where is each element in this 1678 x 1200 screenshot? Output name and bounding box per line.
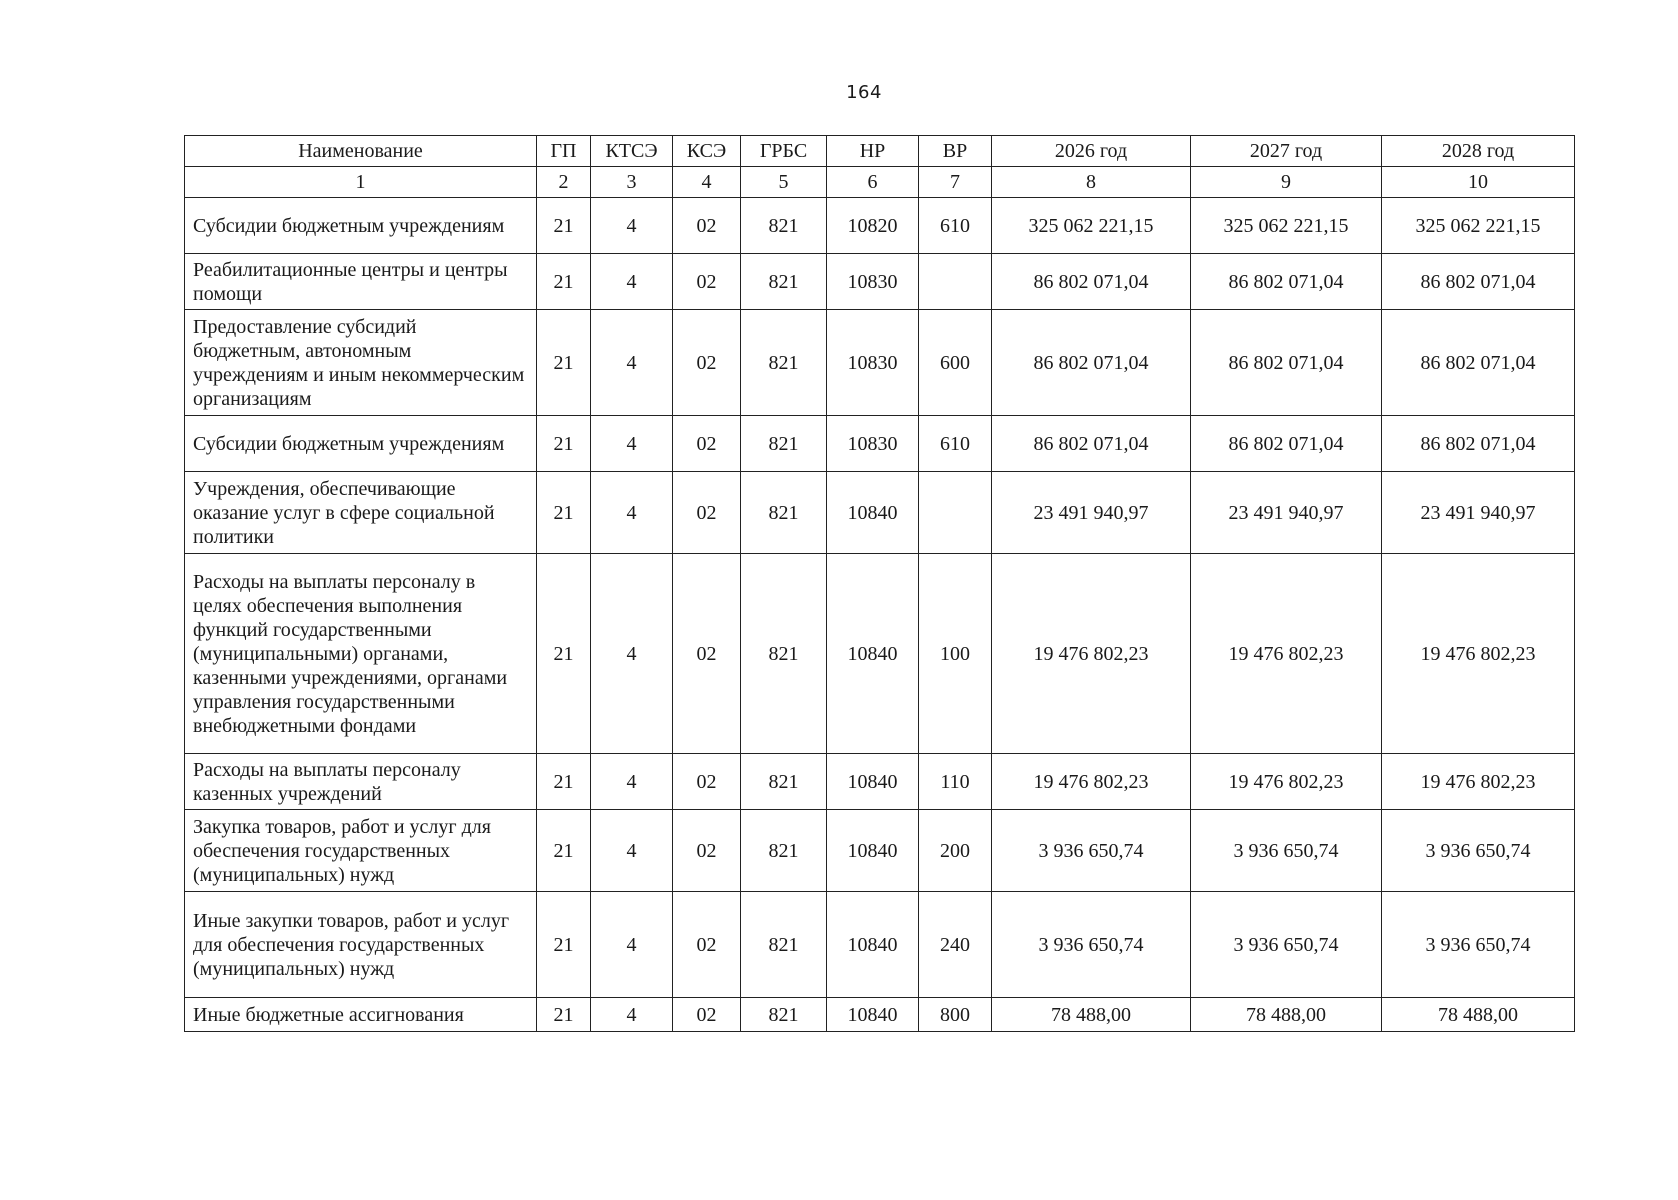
cell-2026: 19 476 802,23 [992, 754, 1191, 810]
cell-gp: 21 [537, 472, 591, 554]
budget-table [184, 135, 1575, 1032]
column-number: 7 [919, 167, 992, 198]
cell-vr: 240 [919, 892, 992, 998]
column-number: 2 [537, 167, 591, 198]
cell-2028: 23 491 940,97 [1382, 472, 1575, 554]
row-name: Субсидии бюджетным учреждениям [185, 416, 537, 472]
cell-vr: 600 [919, 310, 992, 416]
cell-gp: 21 [537, 554, 591, 754]
table-row [185, 416, 1575, 472]
cell-grbs: 821 [741, 554, 827, 754]
cell-gp: 21 [537, 254, 591, 310]
column-number: 3 [591, 167, 673, 198]
cell-ktse: 4 [591, 892, 673, 998]
cell-vr: 610 [919, 416, 992, 472]
cell-nr: 10830 [827, 254, 919, 310]
column-number: 4 [673, 167, 741, 198]
table-row [185, 254, 1575, 310]
table-row [185, 810, 1575, 892]
cell-kse: 02 [673, 998, 741, 1032]
cell-nr: 10840 [827, 998, 919, 1032]
header-grbs: ГРБС [741, 136, 827, 167]
column-number: 9 [1191, 167, 1382, 198]
cell-ktse: 4 [591, 754, 673, 810]
cell-2027: 23 491 940,97 [1191, 472, 1382, 554]
cell-2026: 86 802 071,04 [992, 416, 1191, 472]
cell-2028: 86 802 071,04 [1382, 416, 1575, 472]
cell-2027: 3 936 650,74 [1191, 892, 1382, 998]
cell-nr: 10840 [827, 810, 919, 892]
header-kse: КСЭ [673, 136, 741, 167]
cell-ktse: 4 [591, 998, 673, 1032]
table-header-row [185, 136, 1575, 167]
cell-ktse: 4 [591, 198, 673, 254]
cell-2027: 86 802 071,04 [1191, 310, 1382, 416]
table-row [185, 754, 1575, 810]
cell-gp: 21 [537, 810, 591, 892]
header-ktse: КТСЭ [591, 136, 673, 167]
cell-gp: 21 [537, 416, 591, 472]
page-number: 164 [846, 82, 882, 103]
cell-grbs: 821 [741, 254, 827, 310]
cell-nr: 10840 [827, 892, 919, 998]
cell-ktse: 4 [591, 472, 673, 554]
cell-gp: 21 [537, 892, 591, 998]
cell-grbs: 821 [741, 998, 827, 1032]
header-2026: 2026 год [992, 136, 1191, 167]
cell-nr: 10840 [827, 554, 919, 754]
cell-vr [919, 472, 992, 554]
cell-nr: 10830 [827, 310, 919, 416]
cell-kse: 02 [673, 198, 741, 254]
table-row [185, 310, 1575, 416]
cell-2027: 78 488,00 [1191, 998, 1382, 1032]
cell-kse: 02 [673, 472, 741, 554]
cell-gp: 21 [537, 754, 591, 810]
cell-ktse: 4 [591, 416, 673, 472]
table-row [185, 998, 1575, 1032]
row-name: Расходы на выплаты персоналу казенных учреждений [185, 754, 537, 810]
cell-ktse: 4 [591, 254, 673, 310]
row-name: Учреждения, обеспечивающие оказание услуг в сфере социальной политики [185, 472, 537, 554]
row-name: Реабилитационные центры и центры помощи [185, 254, 537, 310]
cell-nr: 10830 [827, 416, 919, 472]
cell-2027: 86 802 071,04 [1191, 416, 1382, 472]
cell-vr: 800 [919, 998, 992, 1032]
cell-2028: 19 476 802,23 [1382, 554, 1575, 754]
cell-2028: 86 802 071,04 [1382, 254, 1575, 310]
column-number: 5 [741, 167, 827, 198]
column-number: 8 [992, 167, 1191, 198]
cell-2028: 3 936 650,74 [1382, 810, 1575, 892]
cell-grbs: 821 [741, 198, 827, 254]
cell-kse: 02 [673, 892, 741, 998]
cell-2027: 325 062 221,15 [1191, 198, 1382, 254]
cell-nr: 10820 [827, 198, 919, 254]
table-row [185, 892, 1575, 998]
cell-grbs: 821 [741, 416, 827, 472]
cell-kse: 02 [673, 310, 741, 416]
cell-2028: 325 062 221,15 [1382, 198, 1575, 254]
cell-vr [919, 254, 992, 310]
column-number: 6 [827, 167, 919, 198]
cell-nr: 10840 [827, 472, 919, 554]
cell-2028: 86 802 071,04 [1382, 310, 1575, 416]
cell-ktse: 4 [591, 310, 673, 416]
cell-vr: 200 [919, 810, 992, 892]
cell-gp: 21 [537, 998, 591, 1032]
cell-2026: 19 476 802,23 [992, 554, 1191, 754]
cell-ktse: 4 [591, 810, 673, 892]
cell-2027: 3 936 650,74 [1191, 810, 1382, 892]
column-number: 10 [1382, 167, 1575, 198]
header-2027: 2027 год [1191, 136, 1382, 167]
row-name: Предоставление субсидий бюджетным, автономным учреждениям и иным некоммерческим организациям [185, 310, 537, 416]
cell-grbs: 821 [741, 892, 827, 998]
cell-grbs: 821 [741, 754, 827, 810]
table-row [185, 554, 1575, 754]
row-name: Субсидии бюджетным учреждениям [185, 198, 537, 254]
cell-grbs: 821 [741, 472, 827, 554]
cell-2026: 86 802 071,04 [992, 310, 1191, 416]
cell-gp: 21 [537, 198, 591, 254]
cell-ktse: 4 [591, 554, 673, 754]
header-vr: ВР [919, 136, 992, 167]
header-name: Наименование [185, 136, 537, 167]
table-row [185, 472, 1575, 554]
cell-gp: 21 [537, 310, 591, 416]
cell-kse: 02 [673, 810, 741, 892]
header-nr: НР [827, 136, 919, 167]
cell-2027: 86 802 071,04 [1191, 254, 1382, 310]
cell-vr: 610 [919, 198, 992, 254]
row-name: Иные бюджетные ассигнования [185, 998, 537, 1032]
cell-kse: 02 [673, 554, 741, 754]
cell-2026: 23 491 940,97 [992, 472, 1191, 554]
cell-2027: 19 476 802,23 [1191, 554, 1382, 754]
cell-2027: 19 476 802,23 [1191, 754, 1382, 810]
cell-grbs: 821 [741, 810, 827, 892]
table-row [185, 198, 1575, 254]
cell-2026: 86 802 071,04 [992, 254, 1191, 310]
cell-nr: 10840 [827, 754, 919, 810]
header-gp: ГП [537, 136, 591, 167]
cell-2026: 325 062 221,15 [992, 198, 1191, 254]
cell-kse: 02 [673, 754, 741, 810]
cell-kse: 02 [673, 416, 741, 472]
cell-vr: 100 [919, 554, 992, 754]
cell-2028: 19 476 802,23 [1382, 754, 1575, 810]
cell-kse: 02 [673, 254, 741, 310]
row-name: Закупка товаров, работ и услуг для обеспечения государственных (муниципальных) нужд [185, 810, 537, 892]
cell-2026: 3 936 650,74 [992, 892, 1191, 998]
cell-2028: 3 936 650,74 [1382, 892, 1575, 998]
cell-grbs: 821 [741, 310, 827, 416]
cell-vr: 110 [919, 754, 992, 810]
column-number: 1 [185, 167, 537, 198]
header-2028: 2028 год [1382, 136, 1575, 167]
column-number-row [185, 167, 1575, 198]
cell-2028: 78 488,00 [1382, 998, 1575, 1032]
row-name: Иные закупки товаров, работ и услуг для обеспечения государственных (муниципальных) нужд [185, 892, 537, 998]
cell-2026: 78 488,00 [992, 998, 1191, 1032]
row-name: Расходы на выплаты персоналу в целях обеспечения выполнения функций государственными (муниципальными) органами, казенными учреждениями, органами управления государственными внебюджетными фондами [185, 554, 537, 754]
cell-2026: 3 936 650,74 [992, 810, 1191, 892]
